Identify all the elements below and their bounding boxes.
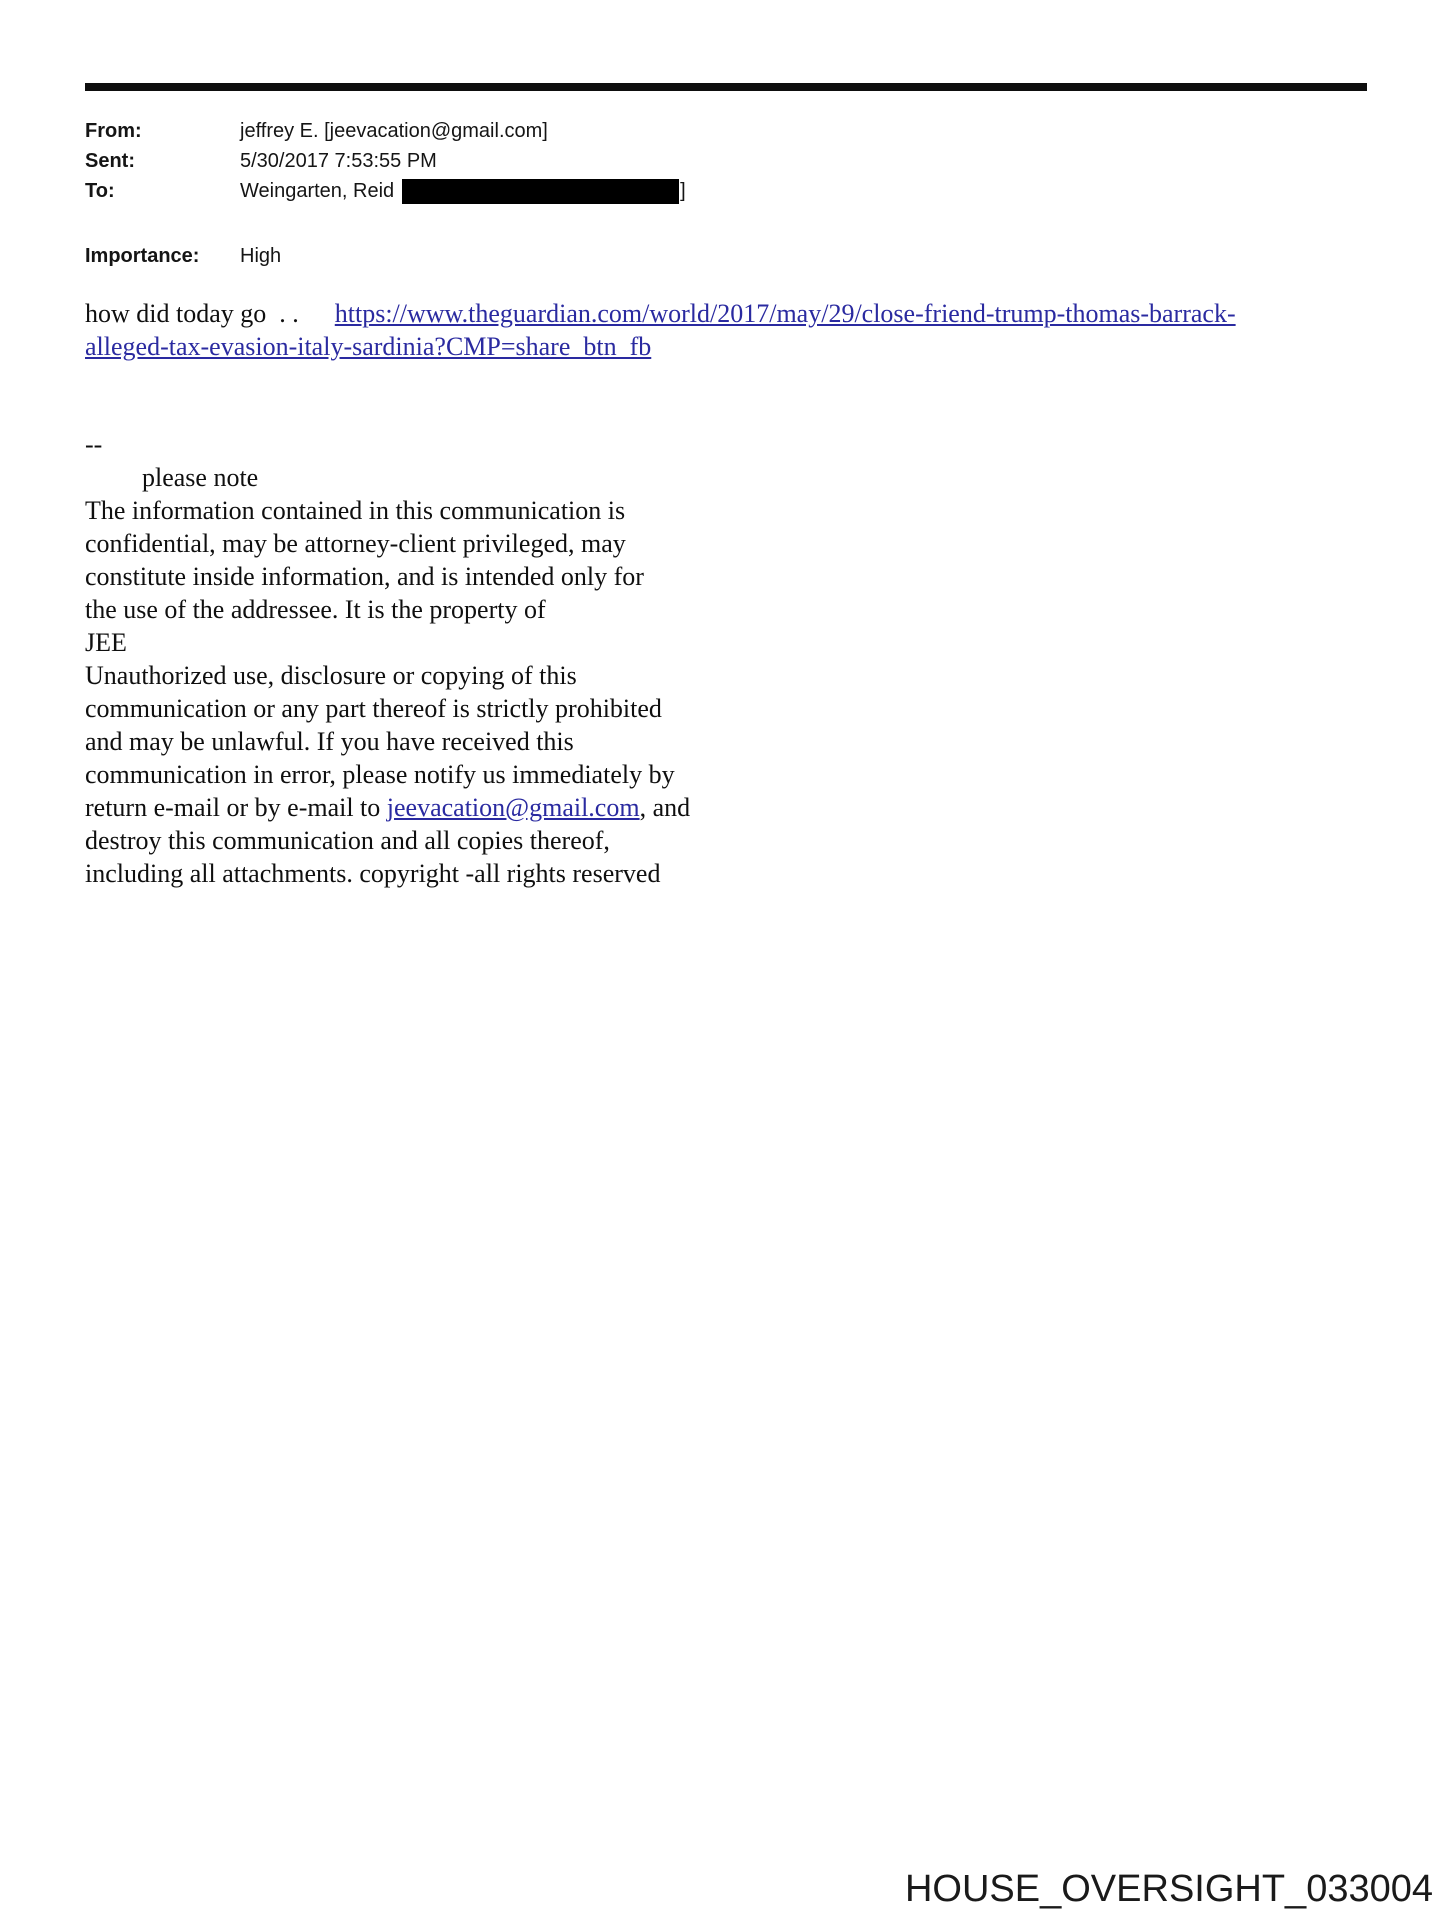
signature-block — [85, 428, 785, 890]
importance-value: High — [240, 244, 282, 267]
disclaimer-line: The information contained in this communication is — [85, 496, 626, 525]
importance-label: Importance: — [85, 244, 200, 267]
disclaimer-line: constitute inside information, and is intended only for — [85, 562, 644, 591]
header-field-row — [85, 176, 686, 206]
disclaimer-line: confidential, may be attorney-client privileged, may — [85, 529, 626, 558]
header-field-value: Weingarten, Reid — [240, 179, 395, 202]
header-field-label: From: — [85, 119, 142, 142]
redaction-bracket: ] — [680, 179, 686, 202]
disclaimer-line: communication in error, please notify us immediately by — [85, 760, 675, 789]
header-field-value: 5/30/2017 7:53:55 PM — [240, 149, 437, 172]
header-field-label: Sent: — [85, 149, 135, 172]
jeevacation-email-link-text: jeevacation@gmail.com — [386, 793, 640, 822]
header-field-value: jeffrey E. [jeevacation@gmail.com] — [240, 119, 548, 142]
redaction-box — [402, 179, 679, 204]
disclaimer-line: destroy this communication and all copies thereof, — [85, 826, 610, 855]
disclaimer-email-line — [85, 791, 785, 824]
signature-divider: -- — [85, 430, 103, 459]
disclaimer-email-post: , and — [639, 793, 691, 822]
disclaimer-email-pre: return e-mail or by e-mail to — [85, 793, 387, 822]
importance-row — [85, 241, 281, 271]
please-note-line: please note — [142, 463, 259, 492]
body-intro-text: how did today go . . — [85, 299, 299, 328]
guardian-article-link-line1: https://www.theguardian.com/world/2017/may/29/close-friend-trump-thomas-barrack- — [334, 299, 1236, 328]
header-field-label: To: — [85, 179, 115, 202]
disclaimer-line: Unauthorized use, disclosure or copying of this — [85, 661, 577, 690]
body-first-paragraph — [85, 297, 1385, 363]
disclaimer-line: and may be unlawful. If you have received this — [85, 727, 574, 756]
header-field-row — [85, 146, 686, 176]
disclaimer-line: JEE — [85, 628, 127, 657]
jeevacation-email-link[interactable] — [387, 793, 640, 822]
guardian-article-link-line2: alleged-tax-evasion-italy-sardinia?CMP=share_btn_fb — [85, 332, 652, 361]
email-header — [85, 116, 686, 206]
header-divider-rule — [85, 83, 1367, 91]
email-body — [85, 297, 1385, 363]
disclaimer-line: the use of the addressee. It is the property of — [85, 595, 546, 624]
header-field-row — [85, 241, 281, 271]
bates-stamp: HOUSE_OVERSIGHT_033004 — [904, 1868, 1433, 1910]
disclaimer-line: communication or any part thereof is strictly prohibited — [85, 694, 662, 723]
disclaimer-line: including all attachments. copyright -all rights reserved — [85, 859, 661, 888]
header-field-row — [85, 116, 686, 146]
